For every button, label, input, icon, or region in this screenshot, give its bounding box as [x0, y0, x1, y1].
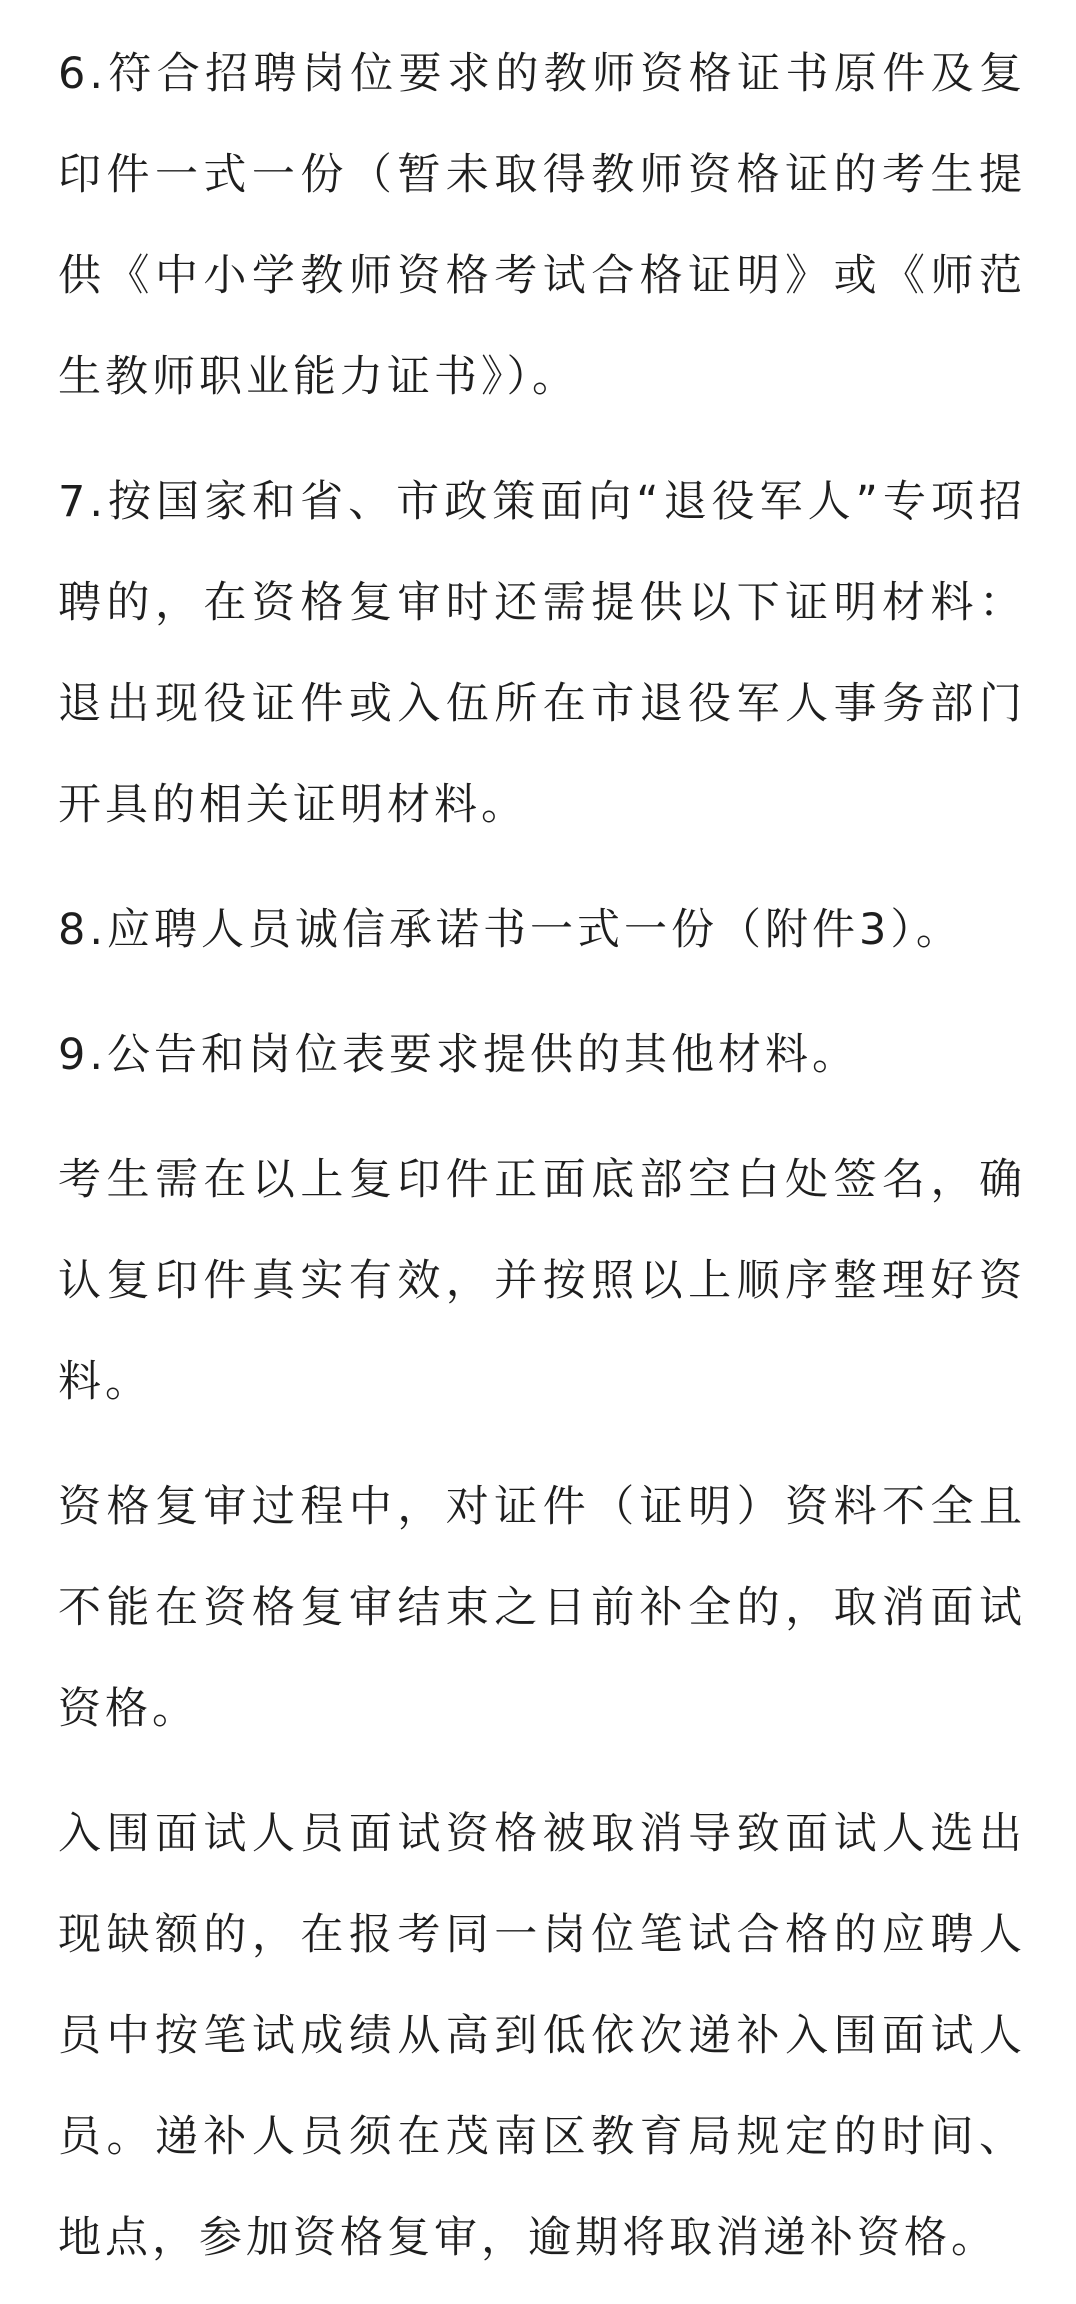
article-body	[58, 0, 1026, 2289]
paragraph-incomplete-docs-note: 资格复审过程中，对证件（证明）资料不全且不能在资格复审结束之日前补全的，取消面试资格。	[58, 1482, 1026, 1734]
paragraph-spacer	[58, 1106, 1026, 1130]
paragraph-item-7: 7.按国家和省、市政策面向“退役军人”专项招聘的，在资格复审时还需提供以下证明材料：退出现役证件或入伍所在市退役军人事务部门开具的相关证明材料。	[58, 477, 1026, 830]
paragraph-item-9: 9.公告和岗位表要求提供的其他材料。	[58, 1030, 860, 1080]
paragraph-spacer	[58, 856, 1026, 880]
paragraph-signature-note: 考生需在以上复印件正面底部空白处签名，确认复印件真实有效，并按照以上顺序整理好资料。	[58, 1155, 1026, 1407]
paragraph-item-6: 6.符合招聘岗位要求的教师资格证书原件及复印件一式一份（暂未取得教师资格证的考生提供《中小学教师资格考试合格证明》或《师范生教师职业能力证书》）。	[58, 49, 1026, 402]
paragraph-replacement-note: 入围面试人员面试资格被取消导致面试人选出现缺额的，在报考同一岗位笔试合格的应聘人员中按笔试成绩从高到低依次递补入围面试人员。递补人员须在茂南区教育局规定的时间、地点，参加资格复审，逾期将取消递补资格。	[58, 1809, 1026, 2263]
paragraph-spacer	[58, 1760, 1026, 1784]
paragraph-spacer	[58, 981, 1026, 1005]
paragraph-spacer	[58, 428, 1026, 452]
paragraph-item-8: 8.应聘人员诚信承诺书一式一份（附件3）。	[58, 905, 963, 955]
paragraph-spacer	[58, 1433, 1026, 1457]
